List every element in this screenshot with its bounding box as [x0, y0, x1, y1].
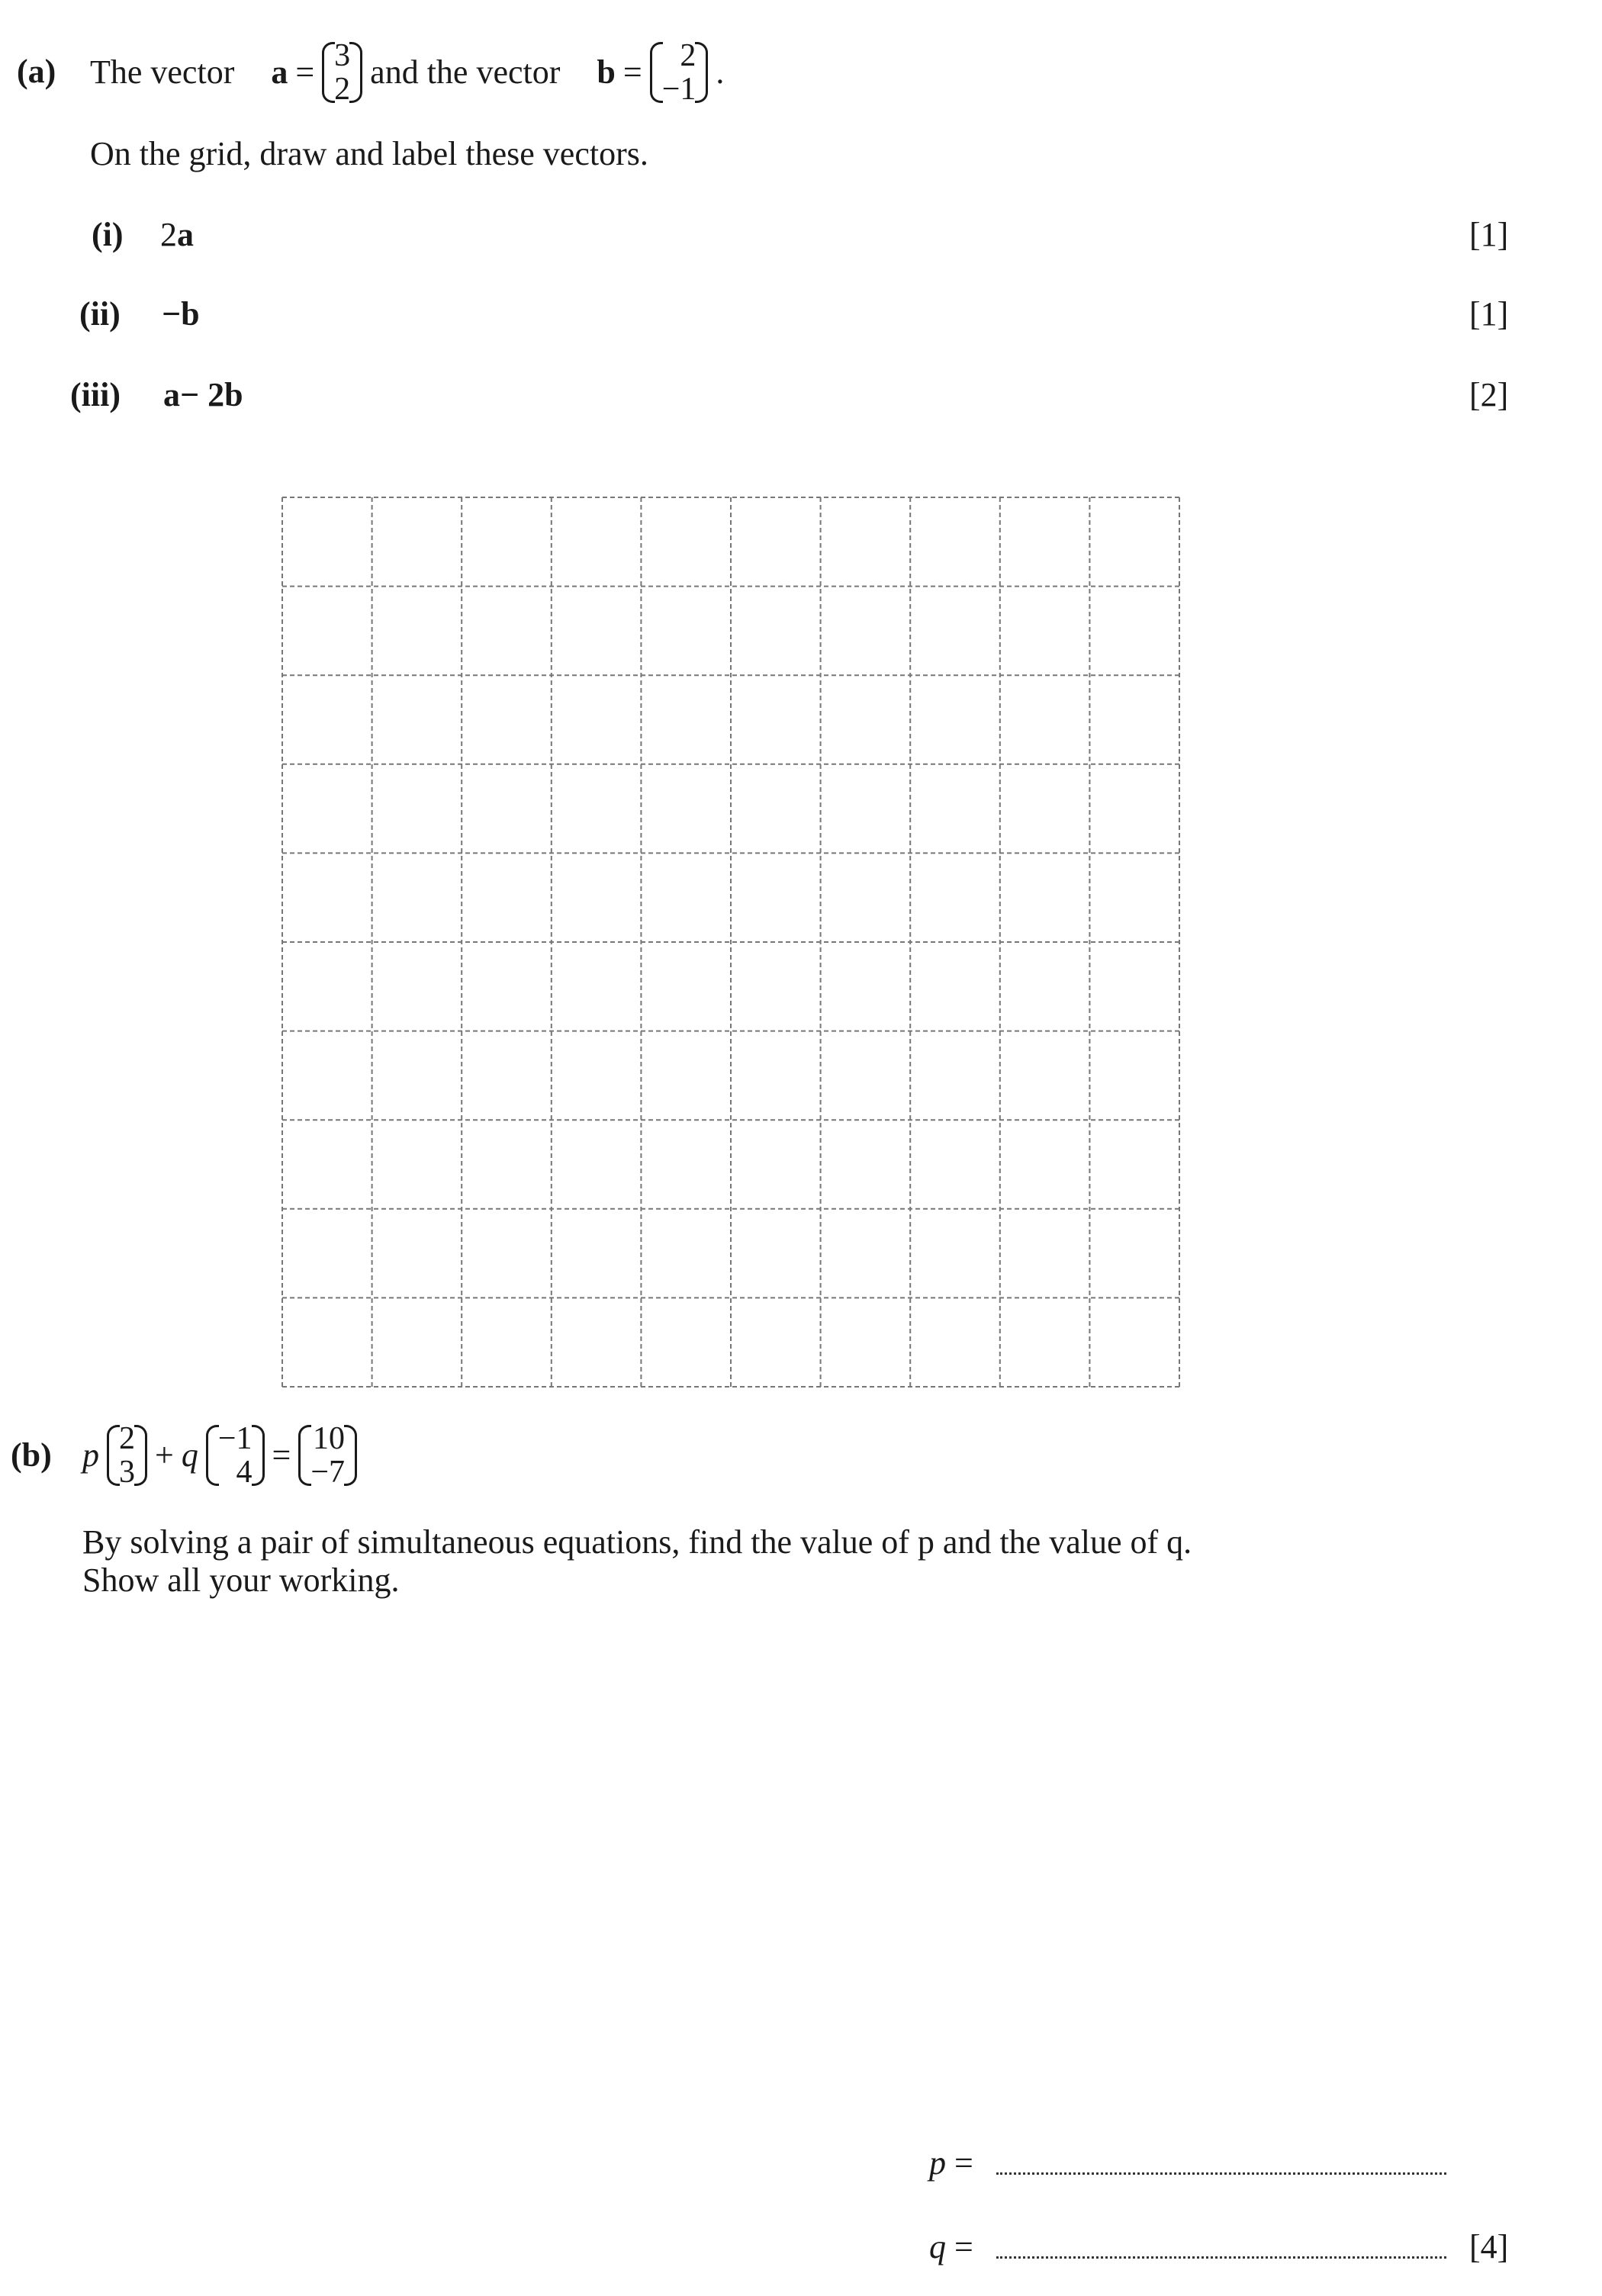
- subitem-ii-expr: −b: [162, 295, 200, 333]
- subitem-ii-label: (ii): [79, 295, 121, 333]
- subitem-ii-marks: [1]: [1469, 295, 1509, 333]
- subitem-iii-label: (iii): [70, 376, 121, 413]
- answer-q-eq: =: [954, 2228, 973, 2265]
- vector-1: [107, 1422, 147, 1489]
- vector-3-top: 10: [313, 1421, 346, 1456]
- vector-b-name: b: [597, 53, 616, 91]
- subitem-iii-expr: a− 2b: [163, 376, 243, 413]
- vector-a-bottom: 2: [334, 72, 351, 107]
- mid-text: and the vector: [370, 53, 561, 91]
- answer-p-field[interactable]: [996, 2172, 1446, 2175]
- part-a-intro: The vector a = 3 2 and the vector b = 2 −1 .: [90, 38, 725, 107]
- vector-b-matrix: [650, 39, 709, 106]
- intro-prefix: The vector: [90, 53, 235, 91]
- vector-b-top: 2: [680, 38, 696, 73]
- equals-sign: =: [272, 1436, 291, 1474]
- answer-p-line: [929, 2143, 973, 2183]
- answer-p-var: p: [929, 2144, 946, 2182]
- coef-p: p: [82, 1436, 99, 1474]
- vector-1-bottom: 3: [119, 1455, 135, 1490]
- coef-q: q: [181, 1436, 198, 1474]
- part-a-instruction: On the grid, draw and label these vectors.: [90, 135, 648, 172]
- vector-3: [298, 1422, 357, 1489]
- part-b-equation: [82, 1413, 357, 1498]
- answer-q-var: q: [929, 2228, 946, 2265]
- vector-b-bottom: −1: [661, 72, 696, 107]
- vector-2-bottom: 4: [236, 1455, 253, 1490]
- vector-3-bottom: −7: [310, 1455, 346, 1490]
- vector-1-top: 2: [119, 1421, 135, 1456]
- part-a-label: (a): [17, 53, 56, 90]
- part-b-instruction-1: By solving a pair of simultaneous equations, find the value of p and the value of q.: [82, 1523, 1192, 1561]
- subitem-iii-marks: [2]: [1469, 376, 1509, 413]
- vector-2: [206, 1422, 265, 1489]
- vector-a-matrix: [322, 39, 362, 106]
- vector-a-name: a: [271, 53, 288, 91]
- answer-q-field[interactable]: [996, 2256, 1446, 2259]
- subitem-i-marks: [1]: [1469, 216, 1509, 253]
- part-b-label: (b): [11, 1436, 52, 1474]
- plus-sign: +: [155, 1436, 174, 1474]
- vector-a-top: 3: [334, 38, 351, 73]
- subitem-i-expr: 2a: [160, 216, 194, 253]
- subitem-i-label: (i): [92, 216, 124, 253]
- answer-p-eq: =: [954, 2144, 973, 2182]
- vector-2-top: −1: [217, 1421, 253, 1456]
- part-b-instruction-2: Show all your working.: [82, 1561, 400, 1599]
- drawing-grid[interactable]: [281, 496, 1181, 1388]
- answer-marks: [4]: [1469, 2228, 1509, 2265]
- answer-q-line: [929, 2227, 973, 2267]
